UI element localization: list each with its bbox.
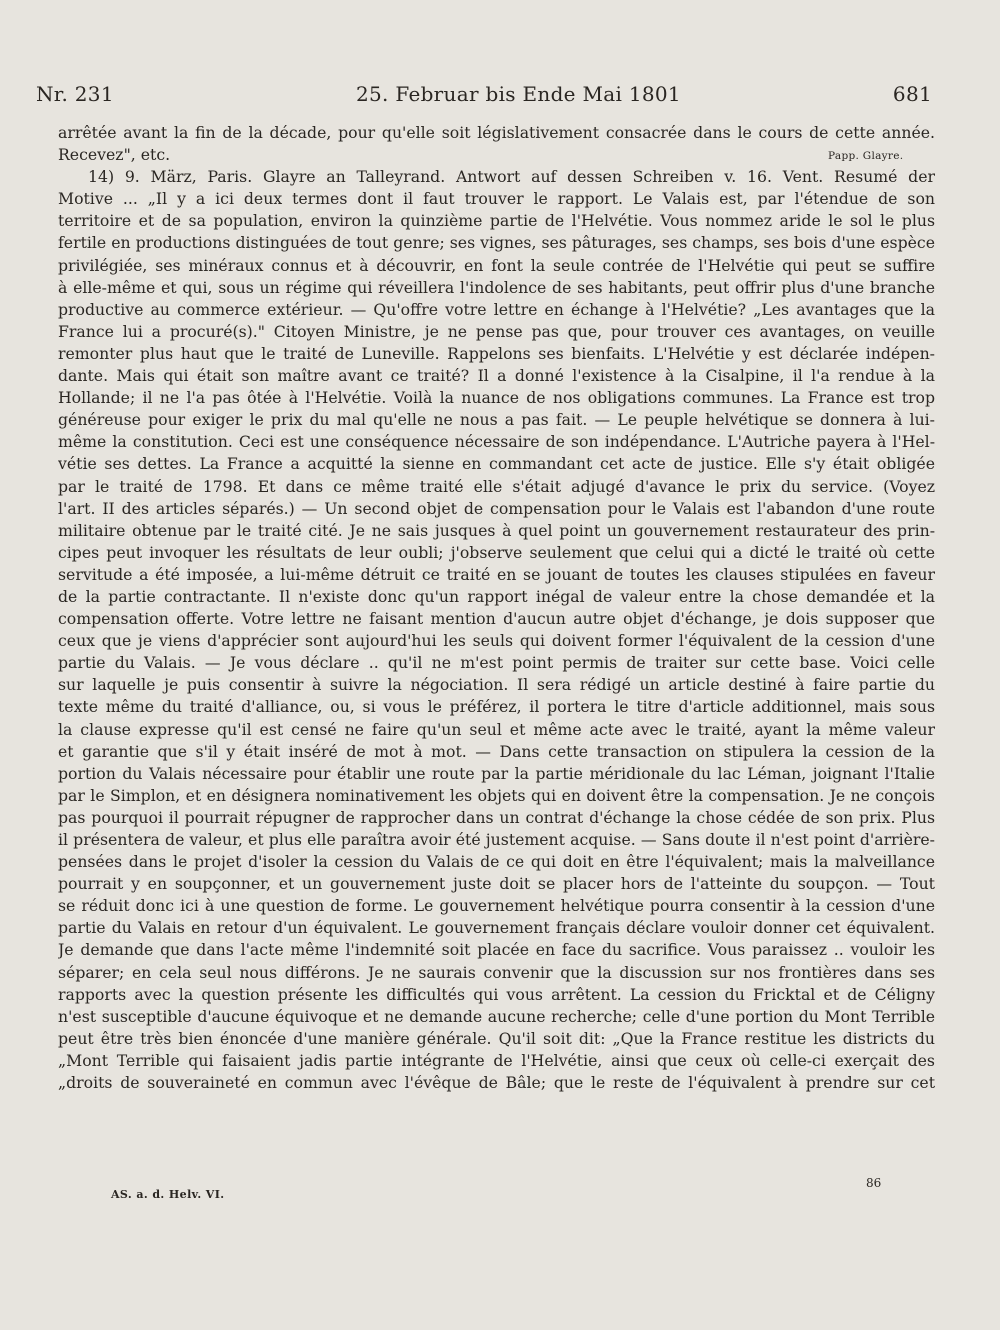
text-line	[58, 1094, 935, 1116]
text-line: Recevez", etc.	[58, 145, 171, 165]
text-line: partie du Valais. — Je vous déclare .. qu'il ne m'est point permis de traiter sur cette base. Voici celle	[58, 653, 935, 673]
text-line: par le traité de 1798. Et dans ce même traité elle s'était adjugé d'avance le prix du service. (Voyez	[58, 476, 935, 496]
text-line: rapports avec la question présente les difficultés qui vous arrêtent. La cession du Fricktal et de Céligny	[58, 984, 935, 1004]
body-text	[58, 122, 935, 1116]
text-line: l'art. II des articles séparés.) — Un second objet de compensation pour le Valais est l'abandon d'une route	[58, 498, 935, 518]
text-line: pensées dans le projet d'isoler la cession du Valais de ce qui doit en être l'équivalent; mais la malveillance	[58, 852, 935, 872]
text-line: ceux que je viens d'apprécier sont aujourd'hui les seuls qui doivent former l'équivalent de la cession d'une	[58, 631, 935, 651]
text-line: à elle-même et qui, sous un régime qui réveillera l'indolence de ses habitants, peut offrir plus d'une branche	[58, 277, 935, 297]
text-line: et garantie que s'il y était inséré de mot à mot. — Dans cette transaction on stipulera la cession de la	[58, 741, 935, 761]
sheet-number: 86	[866, 1176, 882, 1190]
document-number: Nr. 231	[36, 82, 114, 106]
text-line: partie du Valais en retour d'un équivalent. Le gouvernement français déclare vouloir donner cet équivalent.	[58, 918, 935, 938]
text-line: militaire obtenue par le traité cité. Je ne sais jusques à quel point un gouvernement restaurateur des prin-	[58, 520, 935, 540]
text-line: la clause expresse qu'il est censé ne faire qu'un seul et même acte avec le traité, ayant la même valeur	[58, 719, 935, 739]
source-note: Papp. Glayre.	[828, 150, 904, 162]
text-line: Je demande que dans l'acte même l'indemnité soit placée en face du sacrifice. Vous paraissez .. vouloir les	[58, 940, 935, 960]
text-line: cipes peut invoquer les résultats de leur oubli; j'observe seulement que celui qui a dicté le traité où cette	[58, 542, 935, 562]
text-line: pourrait y en soupçonner, et un gouvernement juste doit se placer hors de l'atteinte du soupçon. — Tout	[58, 874, 935, 894]
text-line: n'est susceptible d'aucune équivoque et ne demande aucune recherche; celle d'une portion du Mont Terrible	[58, 1006, 935, 1026]
text-line: 14) 9. März, Paris. Glayre an Talleyrand. Antwort auf dessen Schreiben v. 16. Vent. Resumé der	[88, 167, 935, 187]
text-line: portion du Valais nécessaire pour établir une route par la partie méridionale du lac Léman, joignant l'Italie	[58, 763, 935, 783]
text-line: „droits de souveraineté en commun avec l'évêque de Bâle; que le reste de l'équivalent à prendre sur cet	[58, 1073, 935, 1093]
text-line: vétie ses dettes. La France a acquitté la sienne en commandant cet acte de justice. Elle s'y était obligée	[58, 454, 935, 474]
text-line: remonter plus haut que le traité de Luneville. Rappelons ses bienfaits. L'Helvétie y est déclarée indépen-	[58, 343, 935, 363]
text-line: peut être très bien énoncée d'une manière générale. Qu'il soit dit: „Que la France restitue les districts du	[58, 1028, 935, 1048]
text-line: généreuse pour exiger le prix du mal qu'elle ne nous a pas fait. — Le peuple helvétique se donnera à lui-	[58, 410, 935, 430]
text-line: privilégiée, ses minéraux connus et à découvrir, en font la seule contrée de l'Helvétie qui peut se suffire	[58, 255, 935, 275]
text-line: servitude a été imposée, a lui-même détruit ce traité en se jouant de toutes les clauses stipulées en faveur	[58, 564, 935, 584]
text-line: fertile en productions distinguées de tout genre; ses vignes, ses pâturages, ses champs, ses bois d'une espèce	[58, 233, 935, 253]
text-line: texte même du traité d'alliance, ou, si vous le préférez, il portera le titre d'article additionnel, mais sous	[58, 697, 935, 717]
text-line: par le Simplon, et en désignera nominativement les objets qui en doivent être la compensation. Je ne conçois	[58, 785, 935, 805]
text-line: territoire et de sa population, environ la quinzième partie de l'Helvétie. Vous nommez aride le sol le plus	[58, 211, 935, 231]
page-number: 681	[892, 82, 932, 106]
text-line: France lui a procuré(s)." Citoyen Ministre, je ne pense pas que, pour trouver ces avantages, on veuille	[58, 321, 935, 341]
text-line: compensation offerte. Votre lettre ne faisant mention d'aucun autre objet d'échange, je dois supposer que	[58, 609, 935, 629]
text-line: sur laquelle je puis consentir à suivre la négociation. Il sera rédigé un article destiné à faire partie du	[58, 675, 935, 695]
text-line: séparer; en cela seul nous différons. Je ne saurais convenir que la discussion sur nos frontières dans ses	[58, 962, 935, 982]
running-header	[36, 82, 932, 114]
text-line: pas pourquoi il pourrait répugner de rapprocher dans un contrat d'échange la chose cédée de son prix. Plus	[58, 807, 935, 827]
text-line: même la constitution. Ceci est une conséquence nécessaire de son indépendance. L'Autriche payera à l'Hel-	[58, 432, 935, 452]
text-line: dante. Mais qui était son maître avant ce traité? Il a donné l'existence à la Cisalpine, il l'a rendue à la	[58, 366, 935, 386]
text-line: Hollande; il ne l'a pas ôtée à l'Helvétie. Voilà la nuance de nos obligations communes. La France est trop	[58, 388, 935, 408]
text-line: il présentera de valeur, et plus elle paraîtra avoir été justement acquise. — Sans doute il n'est point d'arrière-	[58, 830, 935, 849]
text-line: de la partie contractante. Il n'existe donc qu'un rapport inégal de valeur entre la chose demandée et la	[58, 586, 935, 606]
text-line: arrêtée avant la fin de la décade, pour qu'elle soit législativement consacrée dans le cours de cette année.	[58, 123, 935, 142]
date-range-title: 25. Februar bis Ende Mai 1801	[356, 82, 681, 106]
text-line: Motive ... „Il y a ici deux termes dont il faut trouver le rapport. Le Valais est, par l'étendue de son	[58, 189, 935, 209]
text-line: se réduit donc ici à une question de forme. Le gouvernement helvétique pourra consentir à la cession d'une	[58, 896, 935, 916]
footer-signature: AS. a. d. Helv. VI.	[111, 1188, 225, 1201]
text-line: „Mont Terrible qui faisaient jadis partie intégrante de l'Helvétie, ainsi que ceux où celle-ci exerçait des	[58, 1050, 935, 1070]
text-line: productive au commerce extérieur. — Qu'offre votre lettre en échange à l'Helvétie? „Les avantages que la	[58, 299, 935, 319]
